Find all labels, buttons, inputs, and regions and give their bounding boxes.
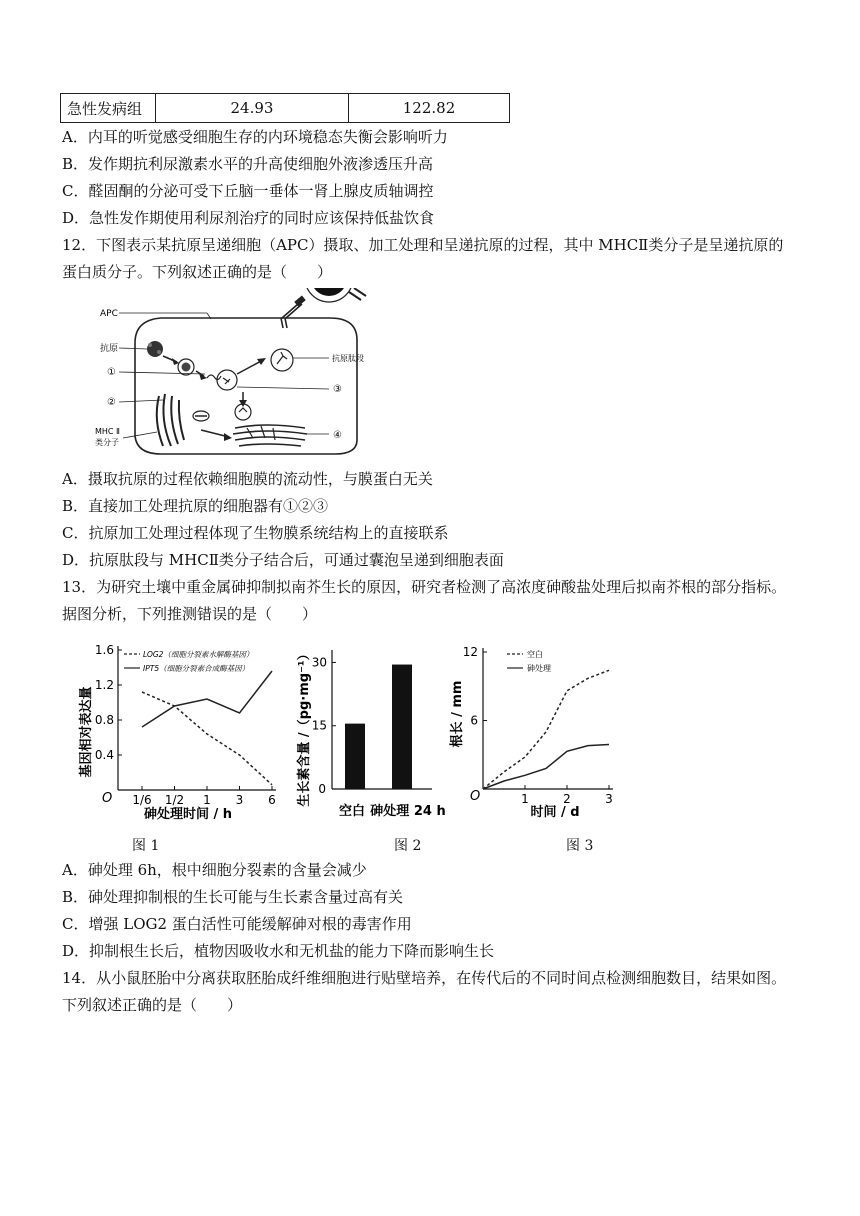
fig1-legend-entry: LOG2（细胞分裂素水解酶基因） xyxy=(143,650,254,659)
table-cell-value-1: 24.93 xyxy=(156,94,349,123)
apc-diagram xyxy=(95,288,380,460)
q12-option-b: B．直接加工处理抗原的细胞器有①②③ xyxy=(62,497,329,515)
fig2-y-tick-label: 30 xyxy=(311,655,327,670)
fig1-series-line-0 xyxy=(142,692,272,785)
fig3-x-tick-label: 1 xyxy=(521,792,529,806)
fig1-y-tick-label: 0.8 xyxy=(94,713,114,727)
q13-option-c: C．增强 LOG2 蛋白活性可能缓解砷对根的毒害作用 xyxy=(62,915,412,933)
label-n2: ② xyxy=(107,397,116,408)
fig2-category-label: 砷处理 24 h xyxy=(370,804,446,819)
data-table xyxy=(60,93,510,123)
q12-option-c: C．抗原加工处理过程体现了生物膜系统结构上的直接联系 xyxy=(62,524,449,542)
fig3-origin: O xyxy=(470,789,481,804)
fig3-xlabel: 时间 / d xyxy=(530,805,580,820)
fig1-origin: O xyxy=(102,791,113,806)
label-apc: APC xyxy=(100,309,118,319)
fig1-x-tick-label: 1/6 xyxy=(132,793,152,807)
table-row xyxy=(61,94,510,123)
label-mhc-line2: 类分子 xyxy=(95,438,119,447)
fig1-legend-entry: IPT5（细胞分裂素合成酶基因） xyxy=(143,664,250,673)
fig1-xlabel: 砷处理时间 / h xyxy=(143,807,233,822)
q11-option-c: C．醛固酮的分泌可受下丘脑一垂体一肾上腺皮质轴调控 xyxy=(62,182,434,200)
fig2-ylabel: 生长素含量 /（pg·mg⁻¹） xyxy=(297,647,312,807)
label-antigen-peptide: 抗原肽段 xyxy=(332,354,364,363)
fig2-y-tick-label: 15 xyxy=(311,718,327,733)
fig3-x-tick-label: 2 xyxy=(563,792,571,806)
q11-option-a: A．内耳的听觉感受细胞生存的内环境稳态失衡会影响听力 xyxy=(62,128,448,146)
q13-stem-line1: 13．为研究土壤中重金属砷抑制拟南芥生长的原因，研究者检测了高浓度砷酸盐处理后拟南芥根的部分指标。 xyxy=(62,578,787,596)
fig1-y-tick-label: 1.2 xyxy=(94,678,114,692)
q12-stem-line1: 12．下图表示某抗原呈递细胞（APC）摄取、加工处理和呈递抗原的过程，其中 MHCⅡ类分子是呈递抗原的 xyxy=(62,236,784,254)
q12-stem-line2: 蛋白质分子。下列叙述正确的是（ ） xyxy=(62,263,333,281)
fig3-series-line-1 xyxy=(483,745,609,790)
q14-stem-line2: 下列叙述正确的是（ ） xyxy=(62,996,243,1014)
figure-3-caption: 图 3 xyxy=(566,838,594,854)
figure-2-caption: 图 2 xyxy=(394,838,422,854)
q14-stem-line1: 14．从小鼠胚胎中分离获取胚胎成纤维细胞进行贴壁培养，在传代后的不同时间点检测细胞数目，结果如图。 xyxy=(62,969,787,987)
fig1-x-tick-label: 6 xyxy=(268,793,276,807)
q11-option-d: D．急性发作期使用利尿剂治疗的同时应该保持低盐饮食 xyxy=(62,209,435,227)
label-antigen: 抗原 xyxy=(100,344,119,354)
fig1-x-tick-label: 1/2 xyxy=(164,793,185,807)
label-n3: ③ xyxy=(333,384,342,395)
q13-option-b: B．砷处理抑制根的生长可能与生长素含量过高有关 xyxy=(62,888,404,906)
fig3-x-tick-label: 3 xyxy=(605,792,613,806)
label-n1: ① xyxy=(107,367,116,378)
fig2-category-label: 空白 xyxy=(338,804,366,819)
q13-option-d: D．抑制根生长后，植物因吸收水和无机盐的能力下降而影响生长 xyxy=(62,942,495,960)
label-n4: ④ xyxy=(333,430,342,441)
fig3-legend-entry: 空白 xyxy=(527,650,543,659)
q13-stem-line2: 据图分析，下列推测错误的是（ ） xyxy=(62,605,318,623)
golgi-apparatus xyxy=(233,425,307,446)
fig3-ylabel: 根长 / mm xyxy=(450,680,465,748)
endoplasmic-reticulum xyxy=(157,394,184,446)
fig1-x-tick-label: 1 xyxy=(203,793,211,807)
q11-option-b: B．发作期抗利尿激素水平的升高使细胞外液渗透压升高 xyxy=(62,155,434,173)
fig3-series-line-0 xyxy=(483,670,609,789)
fig1-y-tick-label: 1.6 xyxy=(94,643,114,657)
fig1-series-line-1 xyxy=(142,671,272,727)
fig3-y-tick-label: 12 xyxy=(462,645,478,659)
antigen-particle xyxy=(147,341,163,357)
figure-1-caption: 图 1 xyxy=(132,838,160,854)
q13-option-a: A．砷处理 6h，根中细胞分裂素的含量会减少 xyxy=(62,861,367,879)
figure-2-chart xyxy=(292,642,452,827)
fig2-bar-0 xyxy=(345,724,365,789)
fig1-x-tick-label: 3 xyxy=(235,793,244,807)
q12-option-a: A．摄取抗原的过程依赖细胞膜的流动性，与膜蛋白无关 xyxy=(62,470,433,488)
q12-option-d: D．抗原肽段与 MHCⅡ类分子结合后，可通过囊泡呈递到细胞表面 xyxy=(62,551,504,569)
figure-3-chart xyxy=(445,642,625,827)
fig2-origin: 0 xyxy=(318,782,326,796)
fig1-y-tick-label: 0.4 xyxy=(94,748,114,762)
table-cell-value-2: 122.82 xyxy=(349,94,510,123)
fig2-bar-1 xyxy=(392,665,412,789)
t-cell xyxy=(301,288,366,302)
fig1-ylabel: 基因相对表达量 xyxy=(79,686,94,778)
fig3-legend-entry: 砷处理 xyxy=(527,664,551,673)
label-mhc-line1: MHC Ⅱ xyxy=(95,427,120,436)
table-cell-label: 急性发病组 xyxy=(61,94,156,123)
fig3-y-tick-label: 6 xyxy=(470,713,478,728)
figure-1-chart xyxy=(70,642,285,827)
